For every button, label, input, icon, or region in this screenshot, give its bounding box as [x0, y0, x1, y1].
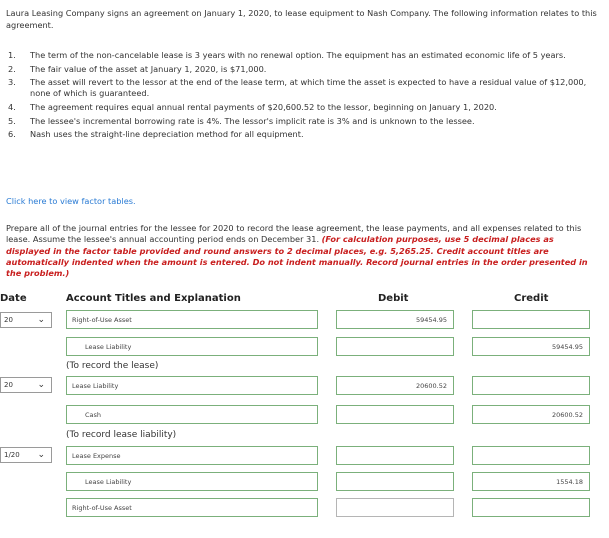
debit-field[interactable]: 59454.95: [336, 310, 454, 329]
info-list: [6, 50, 602, 143]
item-text: The asset will revert to the lessor at the end of the lease term, at which time the asset is expected to have a residual value of $12,000, none of which is guaranteed.: [30, 77, 587, 99]
debit-field[interactable]: [336, 405, 454, 424]
debit-field[interactable]: [336, 446, 454, 465]
account-title-field[interactable]: Lease Expense: [66, 446, 318, 465]
chevron-down-icon: ⌄: [37, 380, 45, 390]
instructions-text: Prepare all of the journal entries for the lessee for 2020 to record the lease agreement, the lease payments, and all expenses related to this lease. Assume the lessee's annual accounting period ends on December 31.: [6, 223, 582, 245]
entry-explanation: (To record the lease): [66, 361, 159, 371]
credit-field[interactable]: 20600.52: [472, 405, 590, 424]
credit-field[interactable]: [472, 310, 590, 329]
header-credit: Credit: [514, 293, 549, 304]
intro-text: Laura Leasing Company signs an agreement on January 1, 2020, to lease equipment to Nash Company. The following information relates to this agreement.: [6, 8, 597, 30]
list-item: [6, 50, 602, 61]
factor-tables-link[interactable]: Click here to view factor tables.: [6, 196, 136, 206]
item-number: 6.: [8, 129, 16, 140]
header-account: Account Titles and Explanation: [66, 293, 241, 304]
account-title-field[interactable]: Right-of-Use Asset: [66, 498, 318, 517]
credit-field[interactable]: 1554.18: [472, 472, 590, 491]
entry-explanation: (To record lease liability): [66, 430, 177, 440]
item-text: The fair value of the asset at January 1, 2020, is $71,000.: [30, 63, 267, 74]
list-item: [6, 64, 602, 75]
header-date: Date: [0, 293, 27, 304]
credit-field[interactable]: 59454.95: [472, 337, 590, 356]
instructions: [6, 223, 600, 279]
item-text: The lessee's incremental borrowing rate is 4%. The lessor's implicit rate is 3% and is unknown to the lessee.: [30, 115, 475, 126]
account-title-field[interactable]: Lease Liability: [66, 376, 318, 395]
list-item: [6, 102, 602, 113]
account-title-field[interactable]: Right-of-Use Asset: [66, 310, 318, 329]
date-value: 20: [4, 381, 13, 389]
debit-field[interactable]: [336, 337, 454, 356]
header-debit: Debit: [378, 293, 409, 304]
credit-field[interactable]: [472, 498, 590, 517]
account-title-field[interactable]: Cash: [66, 405, 318, 424]
account-title-field[interactable]: Lease Liability: [66, 472, 318, 491]
list-item: [6, 129, 602, 140]
item-text: The agreement requires equal annual rental payments of $20,600.52 to the lessor, beginning on January 1, 2020.: [30, 101, 497, 112]
item-number: 2.: [8, 63, 16, 74]
item-number: 3.: [8, 77, 16, 88]
item-number: 5.: [8, 115, 16, 126]
list-item: [6, 77, 602, 99]
chevron-down-icon: ⌄: [37, 450, 45, 460]
date-select[interactable]: [0, 312, 52, 328]
debit-field[interactable]: [336, 498, 454, 517]
date-select[interactable]: [0, 377, 52, 393]
instructions-note: (For calculation purposes, use 5 decimal places as displayed in the factor table provided and round answers to 2 decimal places, e.g. 5,265.25. Credit account titles are automatically indented when the amount is entered. Do not indent manually. Record journal entries in the order presented in the problem.): [6, 234, 588, 279]
debit-field[interactable]: 20600.52: [336, 376, 454, 395]
credit-field[interactable]: [472, 376, 590, 395]
item-text: The term of the non-cancelable lease is 3 years with no renewal option. The equipment has an estimated economic life of 5 years.: [30, 50, 566, 60]
date-value: 1/20: [4, 451, 20, 459]
date-select[interactable]: [0, 447, 52, 463]
debit-field[interactable]: [336, 472, 454, 491]
account-title-field[interactable]: Lease Liability: [66, 337, 318, 356]
date-value: 20: [4, 316, 13, 324]
item-number: 1.: [8, 50, 16, 60]
list-item: [6, 116, 602, 127]
credit-field[interactable]: [472, 446, 590, 465]
item-text: Nash uses the straight-line depreciation method for all equipment.: [30, 129, 304, 140]
chevron-down-icon: ⌄: [37, 315, 45, 325]
item-number: 4.: [8, 101, 16, 112]
